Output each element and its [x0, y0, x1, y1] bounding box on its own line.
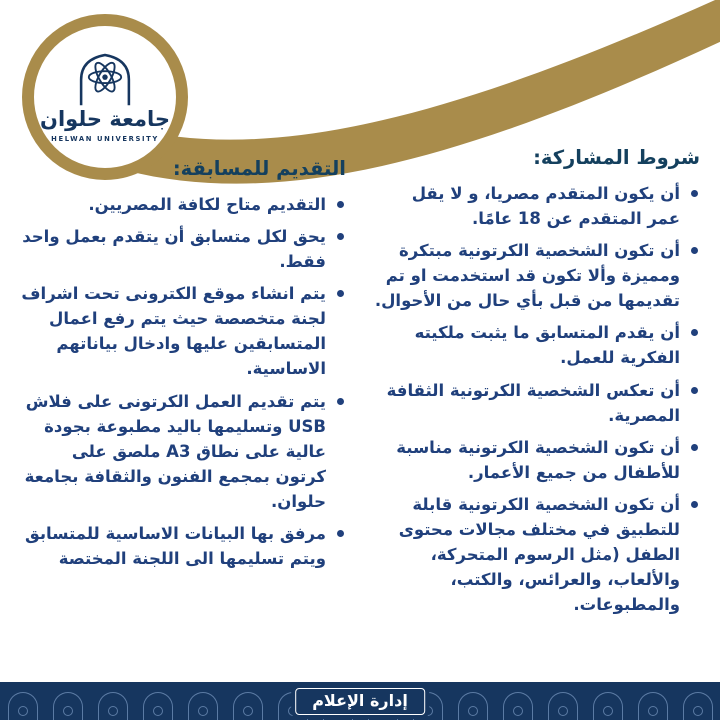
conditions-section-title: شروط المشاركة: [533, 146, 700, 169]
arch-ornament-icon [593, 692, 623, 720]
arch-dot-icon [558, 706, 568, 716]
arch-ornament-icon [8, 692, 38, 720]
list-item: أن تكون الشخصية الكرتونية قابلة للتطبيق في مختلف مجالات محتوى الطفل (مثل الرسوم المتحركة، والألعاب، والعرائس، والكتب، والمطبوعات. [374, 492, 700, 617]
conditions-list [374, 181, 700, 617]
arch-dot-icon [18, 706, 28, 716]
application-section [20, 140, 346, 624]
arch-ornament-icon [233, 692, 263, 720]
arch-ornament-icon [53, 692, 83, 720]
poster-body [20, 140, 700, 624]
arch-dot-icon [468, 706, 478, 716]
arch-dot-icon [243, 706, 253, 716]
arch-dot-icon [153, 706, 163, 716]
list-item: أن تكون الشخصية الكرتونية مناسبة للأطفال من جميع الأعمار. [374, 435, 700, 485]
arch-dot-icon [513, 706, 523, 716]
arch-ornament-icon [458, 692, 488, 720]
list-item: يحق لكل متسابق أن يتقدم بعمل واحد فقط. [20, 224, 346, 274]
arch-ornament-icon [548, 692, 578, 720]
arch-dot-icon [603, 706, 613, 716]
list-item: أن تكون الشخصية الكرتونية مبتكرة ومميزة وألا تكون قد استخدمت او تم تقديمها من قبل بأي حال من الأحوال. [374, 238, 700, 313]
list-item: مرفق بها البيانات الاساسية للمتسابق ويتم تسليمها الى اللجنة المختصة [20, 521, 346, 571]
logo-arabic-name: جامعة حلوان [40, 107, 170, 132]
arch-ornament-icon [683, 692, 713, 720]
list-item: أن تعكس الشخصية الكرتونية الثقافة المصرية. [374, 378, 700, 428]
arch-ornament-icon [98, 692, 128, 720]
list-item: أن يقدم المتسابق ما يثبت ملكيته الفكرية للعمل. [374, 320, 700, 370]
media-administration-badge: إدارة الإعلام [295, 688, 425, 715]
arch-ornament-icon [143, 692, 173, 720]
application-section-title: التقديم للمسابقة: [172, 157, 346, 180]
arch-ornament-icon [638, 692, 668, 720]
application-list [20, 192, 346, 571]
logo-english-name: HELWAN UNIVERSITY [51, 134, 159, 143]
list-item: أن يكون المتقدم مصريا، و لا يقل عمر المتقدم عن 18 عامًا. [374, 181, 700, 231]
arch-dot-icon [108, 706, 118, 716]
arch-dot-icon [648, 706, 658, 716]
arch-ornament-icon [503, 692, 533, 720]
arch-ornament-icon [188, 692, 218, 720]
list-item: التقديم متاح لكافة المصريين. [20, 192, 346, 217]
footer-band [0, 682, 720, 720]
atom-arch-icon [62, 49, 148, 107]
list-item: يتم انشاء موقع الكترونى تحت اشراف لجنة متخصصة حيث يتم رفع اعمال المتسابقين عليها وادخال بياناتهم الاساسية. [20, 281, 346, 381]
arch-dot-icon [198, 706, 208, 716]
list-item: يتم تقديم العمل الكرتونى على فلاش USB وتسليمها باليد مطبوعة بجودة عالية على نطاق A3 ملصق على كرتون بمجمع الفنون والثقافة بجامعة حلوان. [20, 389, 346, 514]
arch-dot-icon [63, 706, 73, 716]
arch-dot-icon [693, 706, 703, 716]
participation-conditions-section [374, 140, 700, 624]
